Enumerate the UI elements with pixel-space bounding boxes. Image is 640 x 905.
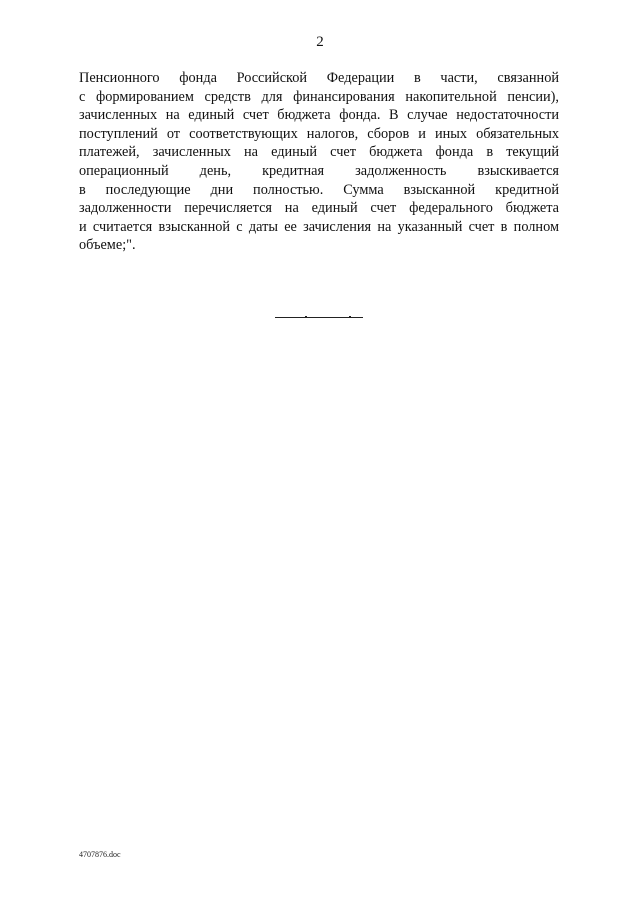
document-filename: 4707876.doc — [79, 850, 121, 859]
text-line: объеме;". — [79, 237, 136, 254]
separator-tick — [349, 316, 351, 318]
text-line: в последующие дни полностью. Сумма взысканной кредитной — [79, 181, 559, 198]
text-line: поступлений от соответствующих налогов, сборов и иных обязательных — [79, 125, 559, 142]
page-number: 2 — [316, 34, 324, 50]
separator-tick — [305, 316, 307, 318]
text-line: зачисленных на единый счет бюджета фонда. В случае недостаточности — [79, 107, 559, 124]
text-line: операционный день, кредитная задолженность взыскивается — [79, 162, 559, 179]
text-line: с формированием средств для финансирования накопительной пенсии), — [79, 88, 559, 105]
text-line: и считается взысканной с даты ее зачисления на указанный счет в полном — [79, 218, 559, 235]
text-line: Пенсионного фонда Российской Федерации в части, связанной — [79, 70, 559, 86]
end-separator-line — [275, 317, 363, 318]
text-line: задолженности перечисляется на единый счет федерального бюджета — [79, 200, 559, 217]
text-line: платежей, зачисленных на единый счет бюджета фонда в текущий — [79, 144, 559, 161]
body-paragraph — [79, 69, 559, 255]
